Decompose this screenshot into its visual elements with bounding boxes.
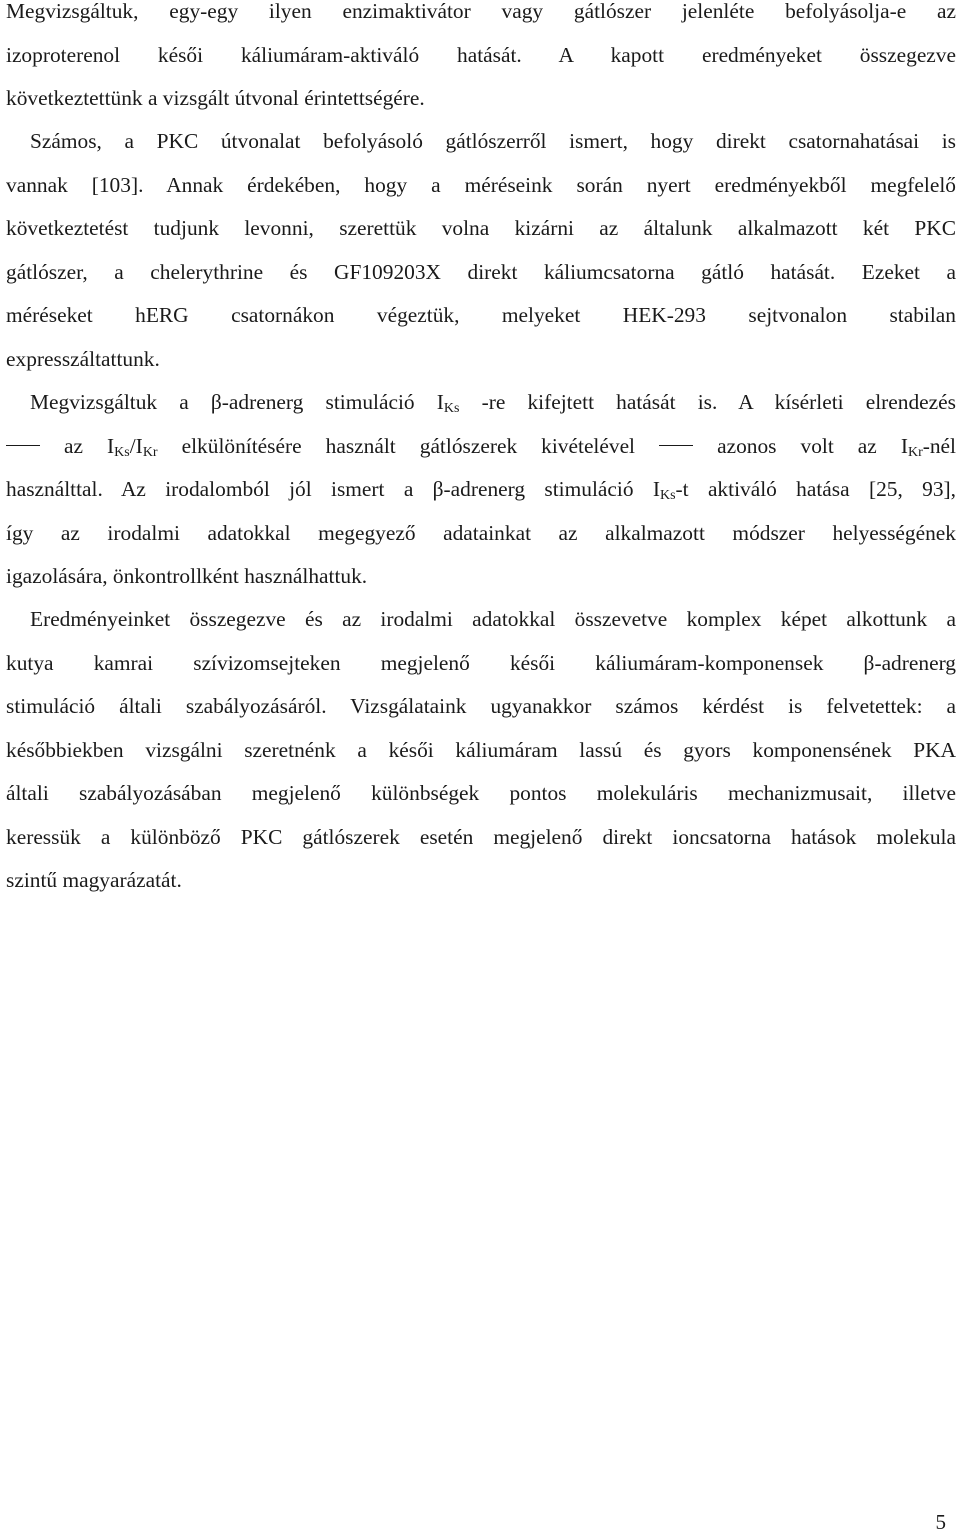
text-line: igazolására, önkontrollként használhattuk. [6,564,368,588]
text-line: következtettünk a vizsgált útvonal érintettségére. [6,86,425,110]
text-run: elkülönítésére használt gátlószerek kivételével [157,433,660,458]
text-run: az I [40,433,115,458]
text-line: vannak [103]. Annak érdekében, hogy a méréseink során nyert eredményekből megfelelő [6,172,956,197]
text-line [6,381,956,425]
text-line: kutya kamrai szívizomsejteken megjelenő késői káliumáram-komponensek β-adrenerg [6,650,956,675]
text-line: így az irodalmi adatokkal megegyező adatainkat az alkalmazott módszer helyességének [6,520,956,545]
text-line: szintű magyarázatát. [6,868,182,892]
text-line: következtetést tudjunk levonni, szerettük volna kizárni az általunk alkalmazott két PKC [6,216,956,240]
subscript: Kr [907,444,923,460]
text-run: -re kifejtett hatását is. A kísérleti elrendezés [459,390,956,414]
subscript: Ks [114,444,130,460]
text-line: keressük a különböző PKC gátlószerek esetén megjelenő direkt ioncsatorna hatások molekula [6,824,956,849]
text-run: azonos volt az I [693,433,908,458]
text-line: Eredményeinket összegezve és az irodalmi adatokkal összevetve komplex képet alkottunk a [30,607,956,631]
text-line: Megvizsgáltuk, egy-egy ilyen enzimaktivátor vagy gátlószer jelenléte befolyásolja-e az [6,0,956,23]
text-run: -nél [922,433,956,458]
text-run: használttal. Az irodalomból jól ismert a β-adrenerg stimuláció I [6,477,660,501]
text-run: /I [129,433,143,458]
text-line: Számos, a PKC útvonalat befolyásoló gátlószerről ismert, hogy direkt csatornahatásai is [30,129,956,153]
text-line: gátlószer, a chelerythrine és GF109203X direkt káliumcsatorna gátló hatását. Ezeket a [6,259,956,284]
text-line: izoproterenol késői káliumáram-aktiváló hatását. A kapott eredményeket összegezve [6,42,956,67]
subscript: Ks [659,488,676,503]
em-dash-rule [6,445,40,446]
em-dash-rule [659,445,693,446]
text-line [6,468,956,512]
paragraph-enzyme-activators [6,0,956,121]
text-line: általi szabályozásában megjelenő különbségek pontos molekuláris mechanizmusait, illetve [6,781,956,805]
text-line: méréseket hERG csatornákon végeztük, melyeket HEK-293 sejtvonalon stabilan [6,303,956,327]
paragraph-summary [6,598,956,903]
paragraph-beta-adrenergic [6,381,956,599]
text-run: -t aktiváló hatása [25, 93], [675,477,956,501]
text-line [6,425,956,469]
paragraph-pkc-inhibitors [6,120,956,381]
page-number: 5 [935,1510,946,1534]
subscript: Kr [142,444,158,460]
text-run: Megvizsgáltuk a β-adrenerg stimuláció I [30,390,444,414]
text-line: stimuláció általi szabályozásáról. Vizsgálataink ugyanakkor számos kérdést is felvetettek: a [6,694,956,718]
text-line: expresszáltattunk. [6,346,160,371]
subscript: Ks [443,401,460,416]
text-line: későbbiekben vizsgálni szeretnénk a késői káliumáram lassú és gyors komponensének PKA [6,737,956,762]
